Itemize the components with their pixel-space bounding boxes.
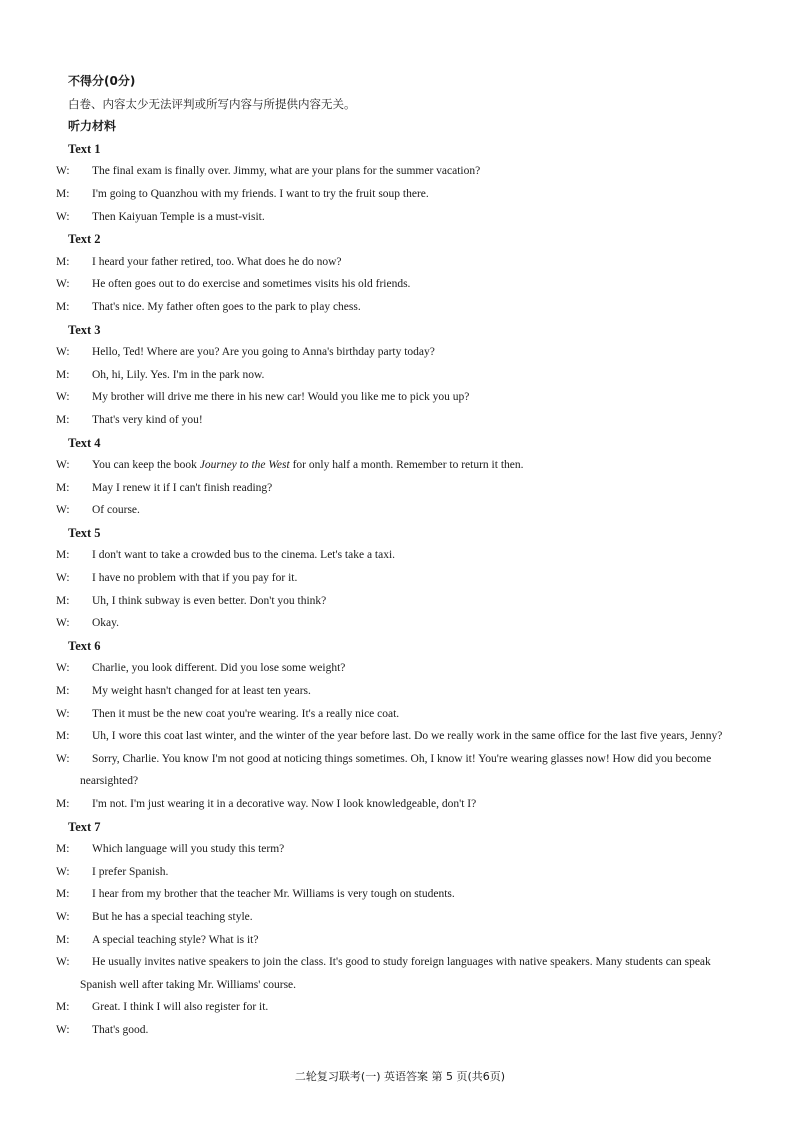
dialogue-text: My weight hasn't changed for at least ten years.	[92, 685, 311, 698]
dialogue-text: That's very kind of you!	[92, 413, 203, 426]
dialogue-line	[56, 951, 736, 996]
dialogue-text: I don't want to take a crowded bus to the cinema. Let's take a taxi.	[92, 549, 396, 562]
dialogue-text: I have no problem with that if you pay for it.	[92, 572, 298, 585]
dialogue-text: A special teaching style? What is it?	[92, 933, 259, 946]
dialogue-text: I hear from my brother that the teacher Mr. Williams is very tough on students.	[92, 888, 455, 901]
dialogue-line	[56, 477, 736, 500]
speaker-label: W:	[56, 278, 70, 291]
speaker-label: M:	[56, 549, 70, 562]
text-section-title: Text 6	[68, 638, 101, 653]
dialogue-text: Hello, Ted! Where are you? Are you going to Anna's birthday party today?	[92, 346, 435, 359]
dialogue-line	[56, 183, 736, 206]
dialogue-line	[56, 861, 736, 884]
dialogue-line	[56, 386, 736, 409]
dialogue-text: Charlie, you look different. Did you lose some weight?	[92, 662, 346, 675]
dialogue-line	[56, 206, 736, 229]
dialogue-text: That's good.	[92, 1023, 149, 1036]
dialogue-line	[56, 996, 736, 1019]
dialogue-text: Then Kaiyuan Temple is a must-visit.	[92, 210, 265, 223]
speaker-label: W:	[56, 617, 70, 630]
dialogue-text: I heard your father retired, too. What does he do now?	[92, 255, 342, 268]
speaker-label: W:	[56, 210, 70, 223]
speaker-label: W:	[56, 165, 70, 178]
speaker-label: M:	[56, 798, 70, 810]
speaker-label: M:	[56, 730, 70, 743]
dialogue-text: He usually invites native speakers to join the class. It's good to study foreign languages with native speakers. Many students can speak Spanish well after taking Mr. Williams' course.	[80, 956, 711, 991]
dialogue-text: Uh, I wore this coat last winter, and the winter of the year before last. Do we really work in the same office for the last five years, Jenny?	[92, 730, 723, 743]
speaker-label: M:	[56, 413, 70, 426]
dialogue-text: Oh, hi, Lily. Yes. I'm in the park now.	[92, 368, 265, 381]
speaker-label: W:	[56, 865, 70, 878]
dialogue-text: May I renew it if I can't finish reading?	[92, 481, 273, 494]
speaker-label: M:	[56, 685, 70, 698]
dialogue-line	[56, 929, 736, 952]
speaker-label: W:	[56, 1023, 70, 1036]
dialogue-text: Okay.	[92, 617, 120, 630]
dialogue-line	[56, 160, 736, 183]
speaker-label: M:	[56, 594, 70, 607]
dialogue-text: Uh, I think subway is even better. Don't you think?	[92, 594, 327, 607]
dialogue-text: Then it must be the new coat you're wearing. It's a really nice coat.	[92, 707, 400, 720]
dialogue-text: That's nice. My father often goes to the park to play chess.	[92, 300, 361, 313]
dialogue-line	[56, 544, 736, 567]
dialogue-text: But he has a special teaching style.	[92, 910, 253, 923]
dialogue-line	[56, 296, 736, 319]
dialogue-line	[56, 364, 736, 387]
dialogue-text: You can keep the book	[92, 459, 200, 472]
dialogue-line	[56, 703, 736, 726]
dialogue-text: Great. I think I will also register for it.	[92, 1001, 269, 1014]
speaker-label: M:	[56, 843, 70, 856]
text-section-title: Text 4	[68, 435, 101, 450]
text-section-title: Text 7	[68, 819, 101, 834]
document-body	[56, 70, 736, 1042]
dialogue-line	[56, 748, 736, 793]
dialogue-text: Of course.	[92, 504, 140, 517]
score-zero-heading: 不得分(0分)	[68, 74, 136, 88]
dialogue-line	[56, 883, 736, 906]
dialogue-text: My brother will drive me there in his new car! Would you like me to pick you up?	[92, 391, 470, 404]
speaker-label: W:	[56, 459, 70, 472]
speaker-label: W:	[56, 391, 70, 404]
dialogue-line	[56, 567, 736, 590]
speaker-label: M:	[56, 888, 70, 901]
speaker-label: M:	[56, 300, 70, 313]
speaker-label: M:	[56, 933, 70, 946]
score-zero-description: 白卷、内容太少无法评判或所写内容与所提供内容无关。	[68, 96, 356, 111]
speaker-label: W:	[56, 572, 70, 585]
dialogue-line	[56, 612, 736, 635]
speaker-label: M:	[56, 368, 70, 381]
speaker-label: M:	[56, 481, 70, 494]
dialogue-line	[56, 725, 736, 748]
dialogue-line	[56, 838, 736, 861]
dialogue-text: I'm not. I'm just wearing it in a decorative way. Now I look knowledgeable, don't I?	[92, 798, 477, 810]
speaker-label: M:	[56, 255, 70, 268]
dialogue-line	[56, 341, 736, 364]
dialogue-line	[56, 499, 736, 522]
text-section-title: Text 2	[68, 232, 101, 247]
speaker-label: M:	[56, 1001, 70, 1014]
speaker-label: W:	[56, 752, 70, 765]
dialogue-text: He often goes out to do exercise and sometimes visits his old friends.	[92, 278, 411, 291]
speaker-label: W:	[56, 910, 70, 923]
book-title: Journey to the West	[199, 459, 290, 472]
dialogue-line	[56, 454, 736, 477]
dialogue-line	[56, 657, 736, 680]
dialogue-text: Sorry, Charlie. You know I'm not good at noticing things sometimes. Oh, I know it! You're wearing glasses now! How did you become nearsighted?	[80, 752, 712, 788]
text-section-title: Text 1	[68, 141, 101, 156]
transcript-sections	[56, 138, 736, 1042]
speaker-label: M:	[56, 187, 70, 200]
page-footer: 二轮复习联考(一) 英语答案 第 5 页(共6页)	[294, 1070, 506, 1083]
listening-material-heading: 听力材料	[68, 119, 117, 134]
dialogue-text: Which language will you study this term?	[92, 843, 285, 856]
dialogue-line	[56, 251, 736, 274]
dialogue-line	[56, 906, 736, 929]
speaker-label: W:	[56, 707, 70, 720]
dialogue-line	[56, 793, 736, 816]
dialogue-text: for only half a month. Remember to return it then.	[289, 459, 524, 472]
dialogue-line	[56, 680, 736, 703]
dialogue-line	[56, 273, 736, 296]
text-section-title: Text 3	[68, 322, 101, 337]
dialogue-line	[56, 590, 736, 613]
speaker-label: W:	[56, 504, 70, 517]
speaker-label: W:	[56, 346, 70, 359]
dialogue-text: I prefer Spanish.	[92, 865, 169, 878]
dialogue-line	[56, 1019, 736, 1042]
dialogue-text: The final exam is finally over. Jimmy, what are your plans for the summer vacation?	[92, 165, 481, 178]
speaker-label: W:	[56, 956, 70, 969]
dialogue-text: I'm going to Quanzhou with my friends. I want to try the fruit soup there.	[92, 187, 429, 200]
dialogue-line	[56, 409, 736, 432]
speaker-label: W:	[56, 662, 70, 675]
text-section-title: Text 5	[68, 525, 101, 540]
